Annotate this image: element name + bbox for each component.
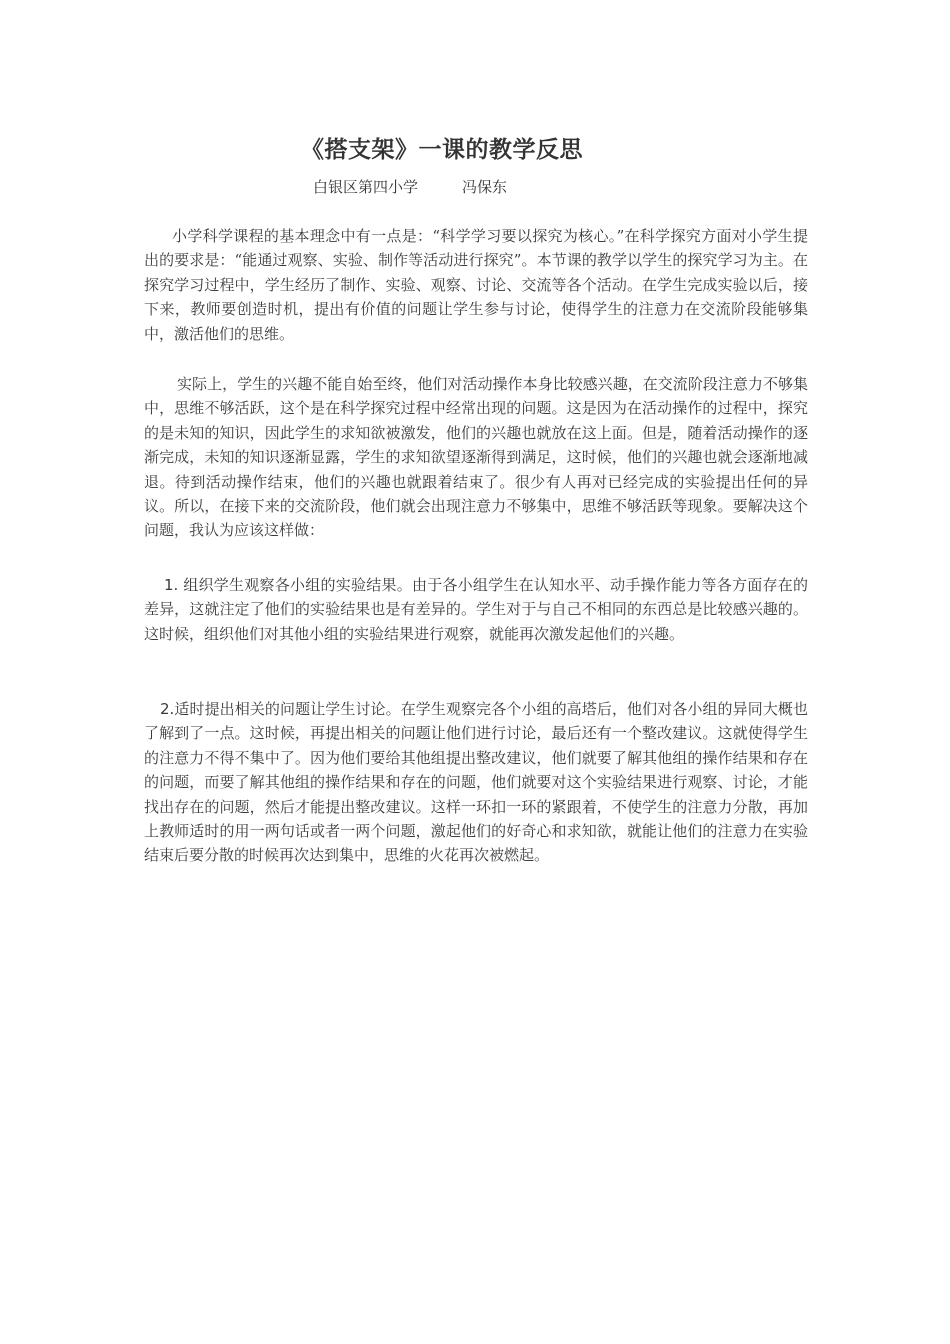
author-name: 冯保东 (462, 178, 508, 196)
paragraph-point-2 (144, 697, 808, 868)
list-number: 1. (164, 576, 179, 594)
paragraph-problem (144, 372, 808, 543)
school-name: 白银区第四小学 (313, 178, 419, 196)
paragraph-text: 实际上，学生的兴趣不能自始至终，他们对活动操作本身比较感兴趣，在交流阶段注意力不够集中，思维不够活跃，这个是在科学探究过程中经常出现的问题。这是因为在活动操作的过程中，探究的是未知的知识，因此学生的求知欲被激发，他们的兴趣也就放在这上面。但是，随着活动操作的逐渐完成，未知的知识逐渐显露，学生的求知欲望逐渐得到满足，这时候，他们的兴趣也就会逐渐地减退。待到活动操作结束，他们的兴趣也就跟着结束了。很少有人再对已经完成的实验提出任何的异议。所以，在接下来的交流阶段，他们就会出现注意力不够集中，思维不够活跃等现象。要解决这个问题，我认为应该这样做： (144, 375, 808, 540)
paragraph-text: 组织学生观察各小组的实验结果。由于各小组学生在认知水平、动手操作能力等各方面存在的差异，这就注定了他们的实验结果也是有差异的。学生对于与自己不相同的东西总是比较感兴趣的。这时候，组织他们对其他小组的实验结果进行观察，就能再次激发起他们的兴趣。 (144, 576, 808, 643)
paragraph-text: 小学科学课程的基本理念中有一点是：“科学学习要以探究为核心。”在科学探究方面对小学生提出的要求是：“能通过观察、实验、制作等活动进行探究”。本节课的教学以学生的探究学习为主。在探究学习过程中，学生经历了制作、实验、观察、讨论、交流等各个活动。在学生完成实验以后，接下来，教师要创造时机，提出有价值的问题让学生参与讨论，使得学生的注意力在交流阶段能够集中，激活他们的思维。 (144, 227, 808, 343)
page-title: 《搭支架》一课的教学反思 (301, 137, 583, 163)
paragraph-intro (144, 224, 808, 346)
list-number: 2. (160, 700, 175, 718)
paragraph-point-1 (144, 573, 808, 646)
byline (313, 176, 507, 197)
paragraph-text: 适时提出相关的问题让学生讨论。在学生观察完各个小组的高塔后，他们对各小组的异同大概也了解到了一点。这时候，再提出相关的问题让他们进行讨论，最后还有一个整改建议。这就使得学生的注意力不得不集中了。因为他们要给其他组提出整改建议，他们就要了解其他组的操作结果和存在的问题，而要了解其他组的操作结果和存在的问题，他们就要对这个实验结果进行观察、讨论，才能找出存在的问题，然后才能提出整改建议。这样一环扣一环的紧跟着，不使学生的注意力分散，再加上教师适时的用一两句话或者一两个问题，激起他们的好奇心和求知欲，就能让他们的注意力在实验结束后要分散的时候再次达到集中，思维的火花再次被燃起。 (144, 700, 808, 865)
